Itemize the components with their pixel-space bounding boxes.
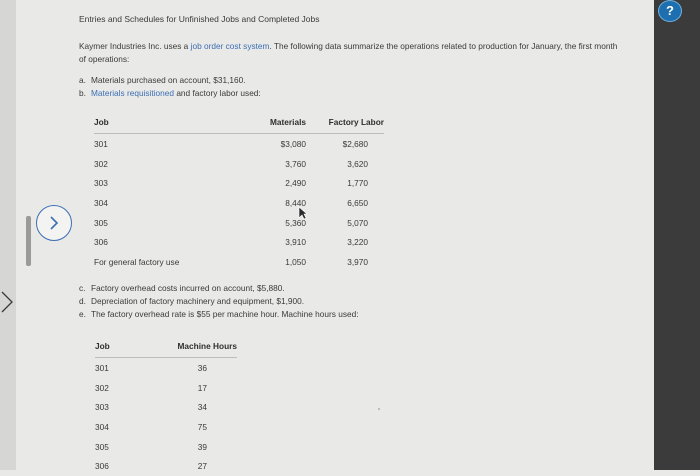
table-row <box>94 232 384 252</box>
materials-cell: $3,080 <box>244 134 306 154</box>
item-label: e. <box>79 309 86 319</box>
item-c <box>79 283 285 293</box>
hours-cell: 39 <box>197 441 207 452</box>
item-b <box>79 88 261 98</box>
intro-paragraph <box>79 40 619 66</box>
glossary-link-job-order-cost-system[interactable]: job order cost system <box>190 41 270 51</box>
item-label: b. <box>79 88 86 98</box>
table-row <box>94 173 384 193</box>
table-row <box>94 154 384 174</box>
table-header-row <box>95 335 237 358</box>
item-e <box>79 309 359 319</box>
job-cell: 301 <box>94 134 244 154</box>
item-d <box>79 296 304 306</box>
job-cell: 305 <box>95 441 109 452</box>
hours-cell: 17 <box>197 382 207 393</box>
table-row <box>94 252 384 272</box>
table-row <box>94 213 384 233</box>
labor-cell: 5,070 <box>347 217 368 228</box>
table-row <box>95 378 237 398</box>
materials-cell: 2,490 <box>285 178 306 189</box>
job-cell: 302 <box>95 382 109 393</box>
machine-hours-table <box>95 335 237 476</box>
right-panel <box>654 0 700 470</box>
item-label: d. <box>79 296 86 306</box>
hours-cell: 34 <box>197 402 207 413</box>
mouse-cursor-icon <box>298 206 308 225</box>
materials-cell: 5,360 <box>285 217 306 228</box>
item-text: and factory labor used: <box>174 88 261 98</box>
materials-cell: 3,760 <box>285 158 306 169</box>
labor-cell: 3,220 <box>347 237 368 248</box>
intro-text-after: . The following data summarize the operations related to production for January, the first month of operations: <box>79 41 618 64</box>
hours-cell: 27 <box>197 461 207 472</box>
job-cell: 301 <box>95 358 157 378</box>
glossary-link-materials-requisitioned[interactable]: Materials requisitioned <box>91 88 175 98</box>
labor-cell: $2,680 <box>306 134 384 154</box>
labor-cell: 1,770 <box>347 178 368 189</box>
materials-cell: 8,440 <box>285 197 306 208</box>
col-materials: Materials <box>270 117 306 127</box>
item-text: The factory overhead rate is $55 per machine hour. Machine hours used: <box>91 309 359 319</box>
job-cell: 304 <box>94 197 108 208</box>
col-job: Job <box>94 117 109 127</box>
hours-cell: 75 <box>197 421 207 432</box>
item-label: a. <box>79 75 86 85</box>
table-row <box>95 437 237 457</box>
job-cell: 303 <box>95 402 109 413</box>
item-text: Depreciation of factory machinery and equipment, $1,900. <box>91 296 305 306</box>
job-cell: 306 <box>95 461 109 472</box>
table-row <box>95 397 237 417</box>
job-cell: 306 <box>94 237 108 248</box>
table-row <box>95 456 237 476</box>
item-text: Materials purchased on account, $31,160. <box>91 75 246 85</box>
job-cell: 303 <box>94 178 108 189</box>
col-machine-hours: Machine Hours <box>177 341 237 351</box>
job-cell: For general factory use <box>94 256 180 267</box>
col-factory-labor: Factory Labor <box>328 117 384 127</box>
table-row <box>94 134 384 154</box>
labor-cell: 3,620 <box>347 158 368 169</box>
col-job: Job <box>95 341 110 351</box>
table-header-row <box>94 111 384 134</box>
materials-cell: 1,050 <box>285 256 306 267</box>
materials-labor-table <box>94 111 384 272</box>
job-cell: 302 <box>94 158 108 169</box>
labor-cell: 3,970 <box>347 256 368 267</box>
screen-speck <box>378 408 380 410</box>
page-title: Entries and Schedules for Unfinished Jobs and Completed Jobs <box>79 14 320 24</box>
job-cell: 304 <box>95 421 109 432</box>
table-row <box>94 193 384 213</box>
table-row <box>95 417 237 437</box>
materials-cell: 3,910 <box>285 237 306 248</box>
hours-cell: 36 <box>157 358 237 378</box>
job-cell: 305 <box>94 217 108 228</box>
labor-cell: 6,650 <box>347 197 368 208</box>
table-row <box>95 358 237 378</box>
help-icon[interactable]: ? <box>658 0 682 22</box>
item-a <box>79 75 246 85</box>
item-label: c. <box>79 283 86 293</box>
item-text: Factory overhead costs incurred on account, $5,880. <box>91 283 285 293</box>
intro-text-before: Kaymer Industries Inc. uses a <box>79 41 191 51</box>
